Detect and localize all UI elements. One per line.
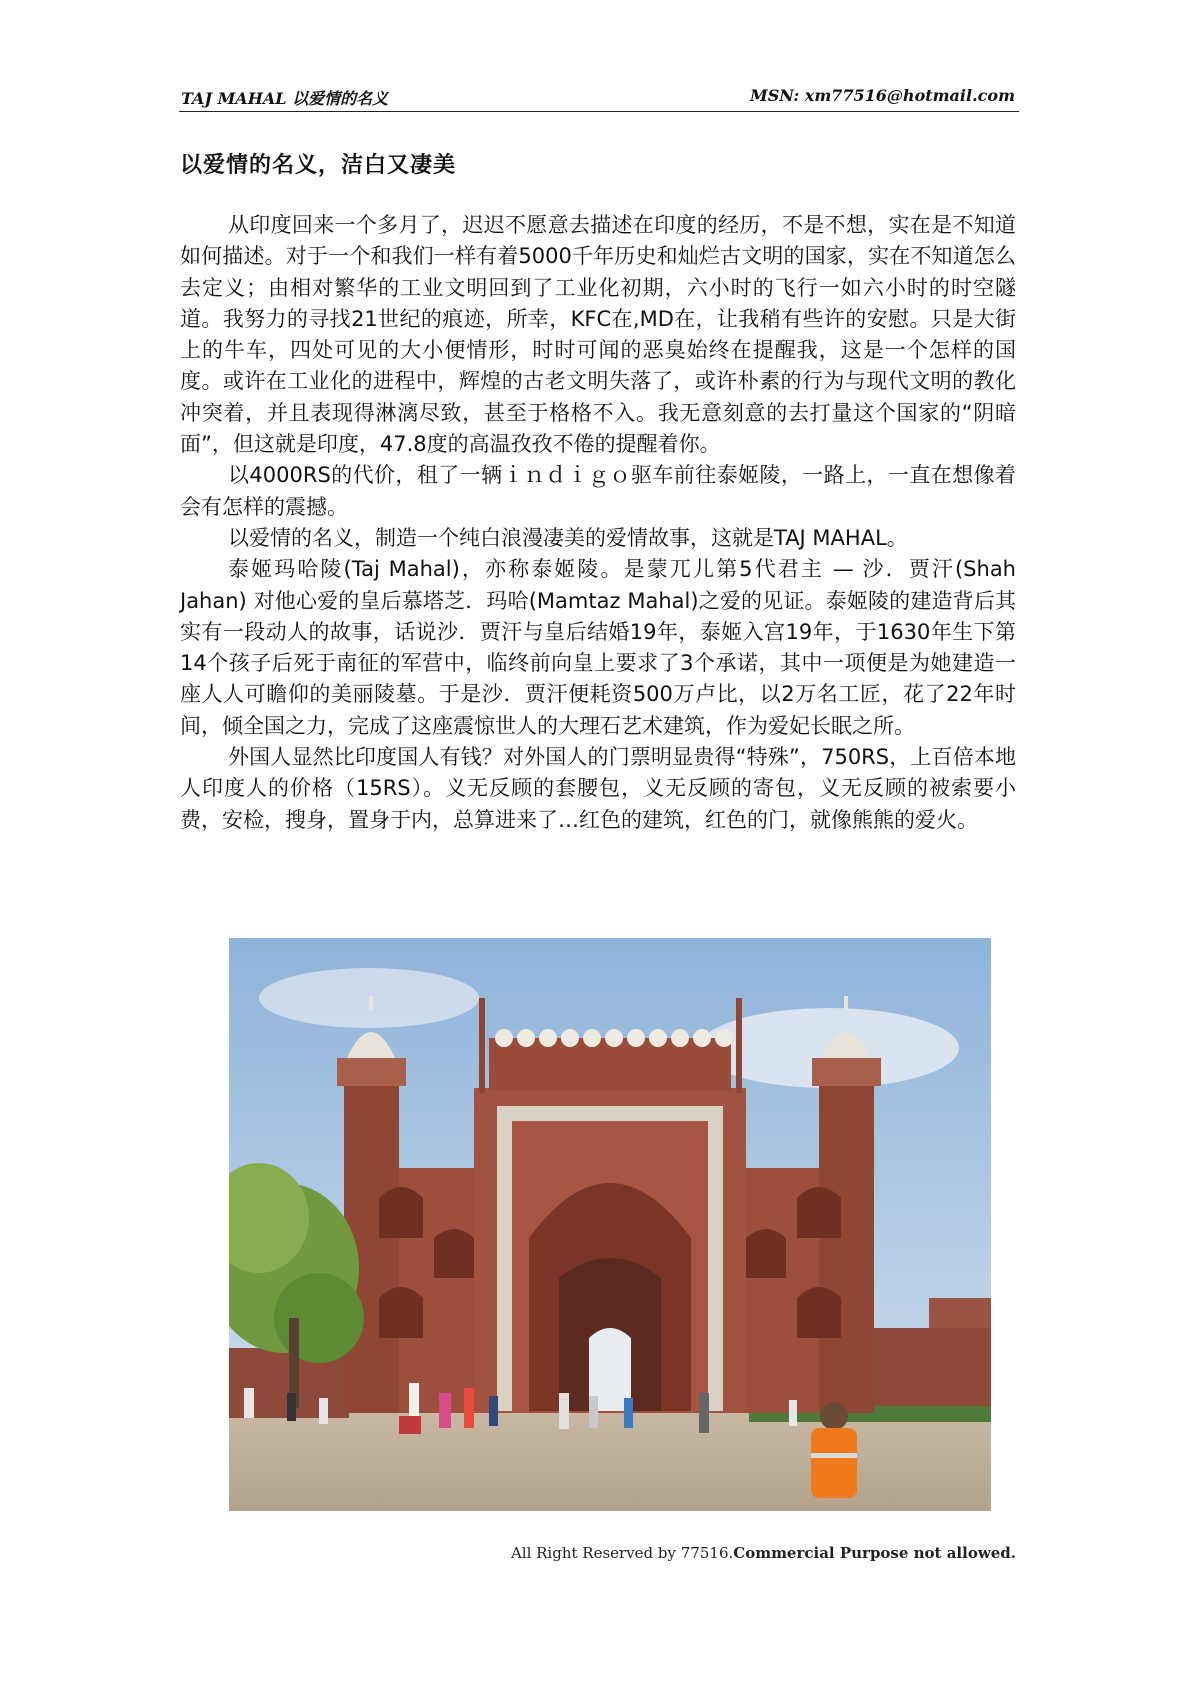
paragraph-2: 以4000RS的代价，租了一辆ｉｎｄｉｇｏ驱车前往泰姬陵，一路上，一直在想像着会有怎样的震撼。 <box>180 463 1016 519</box>
paragraph-5: 外国人显然比印度国人有钱？对外国人的门票明显贵得“特殊”，750RS，上百倍本地人印度人的价格（15RS）。义无反顾的套腰包，义无反顾的寄包，义无反顾的被索要小费，安检，搜身，置身于内，总算进来了…红色的建筑，红色的门，就像熊熊的爱火。 <box>180 745 1016 832</box>
header-contact: MSN: xm77516@hotmail.com <box>750 86 1015 105</box>
paragraph-3: 以爱情的名义，制造一个纯白浪漫凄美的爱情故事，这就是TAJ MAHAL。 <box>228 525 908 550</box>
taj-mahal-gate-photo <box>229 938 991 1511</box>
page-header <box>179 84 1019 110</box>
page-footer <box>511 1544 1016 1562</box>
article-title: 以爱情的名义，洁白又凄美 <box>180 153 457 178</box>
header-title: TAJ MAHAL 以爱情的名义 <box>181 89 389 108</box>
header-divider <box>179 111 1019 112</box>
footer-copyright: All Right Reserved by 77516. <box>510 1544 734 1562</box>
footer-notice: Commercial Purpose not allowed. <box>733 1544 1016 1562</box>
paragraph-4: 泰姬玛哈陵(Taj Mahal)，亦称泰姬陵。是蒙兀儿第5代君主 — 沙．贾汗(Shah Jahan) 对他心爱的皇后慕塔芝．玛哈(Mamtaz Mahal)之爱的见证。泰姬陵的建造背后其实有一段动人的故事，话说沙．贾汗与皇后结婚19年，泰姬入宫19年，于1630年生下第14个孩子后死于南征的军营中，临终前向皇上要求了3个承诺，其中一项便是为她建造一座人人可瞻仰的美丽陵墓。于是沙．贾汗便耗资500万卢比，以2万名工匠，花了22年时间，倾全国之力，完成了这座震惊世人的大理石艺术建筑，作为爱妃长眠之所。 <box>180 557 1016 738</box>
paragraph-1: 从印度回来一个多月了，迟迟不愿意去描述在印度的经历，不是不想，实在是不知道如何描述。对于一个和我们一样有着5000千年历史和灿烂古文明的国家，实在不知道怎么去定义；由相对繁华的工业文明回到了工业化初期，六小时的飞行一如六小时的时空隧道。我努力的寻找21世纪的痕迹，所幸，KFC在,MD在，让我稍有些许的安慰。只是大街上的牛车，四处可见的大小便情形，时时可闻的恶臭始终在提醒我，这是一个怎样的国度。或许在工业化的进程中，辉煌的古老文明失落了，或许朴素的行为与现代文明的教化冲突着，并且表现得淋漓尽致，甚至于格格不入。我无意刻意的去打量这个国家的“阴暗面”，但这就是印度，47.8度的高温孜孜不倦的提醒着你。 <box>180 213 1016 457</box>
article-body <box>180 210 1016 836</box>
